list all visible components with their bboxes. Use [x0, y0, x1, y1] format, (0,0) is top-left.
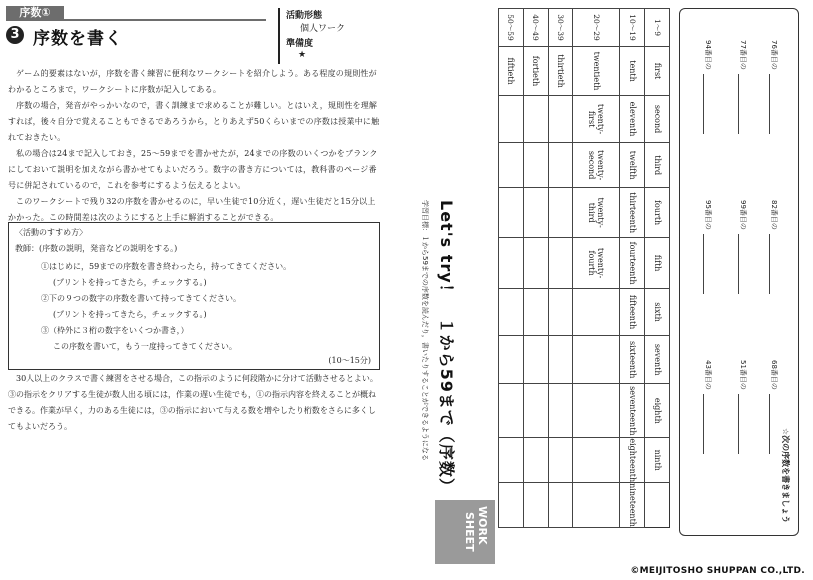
- table-row: [499, 9, 524, 528]
- table-row: [573, 9, 620, 528]
- worksheet-goal: 学習目標：１から59までの序数を読んだり，書いたりすることができるようになる: [421, 200, 429, 461]
- table-cell[interactable]: [499, 336, 524, 384]
- table-cell: fortieth: [523, 47, 548, 96]
- table-cell[interactable]: [548, 384, 573, 438]
- table-cell: ninth: [645, 438, 670, 483]
- table-cell: third: [645, 143, 670, 188]
- table-cell[interactable]: [523, 96, 548, 143]
- worksheet-title: Let's try！ １から59まで（序数）: [437, 200, 456, 495]
- prep-value: ★: [298, 50, 307, 60]
- activity-type-label: 活動形態: [286, 11, 323, 21]
- table-cell[interactable]: [548, 238, 573, 289]
- row-label: 20～29: [573, 9, 620, 47]
- table-cell[interactable]: [523, 143, 548, 188]
- activity-step3: ③（枠外に３桁の数字をいくつか書き，）: [41, 326, 189, 335]
- logo-text: SHEET: [463, 512, 476, 552]
- lesson-number: 3: [6, 26, 24, 44]
- row-label: 40～49: [523, 9, 548, 47]
- table-cell[interactable]: [499, 384, 524, 438]
- table-cell: fourth: [645, 188, 670, 238]
- table-cell[interactable]: [499, 96, 524, 143]
- table-cell[interactable]: [548, 96, 573, 143]
- row-label: 10～19: [620, 9, 645, 47]
- table-cell[interactable]: [499, 289, 524, 336]
- table-cell: twenty-second: [573, 143, 620, 188]
- table-cell: [573, 438, 620, 483]
- activity-teacher: 教師：(序数の説明，発音などの説明をする。): [15, 244, 178, 253]
- exercise-item[interactable]: [769, 360, 779, 454]
- table-cell: [573, 384, 620, 438]
- activity-type-value: 個人ワーク: [300, 24, 346, 34]
- exercise-label: 43番目の: [704, 360, 712, 390]
- table-cell: eighteenth: [620, 438, 645, 483]
- table-cell[interactable]: [499, 188, 524, 238]
- table-row: [620, 9, 645, 528]
- table-cell[interactable]: [523, 384, 548, 438]
- table-cell: twelfth: [620, 143, 645, 188]
- answer-line[interactable]: [738, 394, 739, 454]
- table-cell: twenty-fourth: [573, 238, 620, 289]
- exercise-label: 76番目の: [770, 40, 778, 70]
- activity-heading: 〈活動のすすめ方〉: [15, 228, 88, 237]
- exercise-label: 99番目の: [739, 200, 747, 230]
- activity-step1: ①はじめに，59までの序数を書き終わったら，持ってきてください。: [41, 262, 292, 271]
- answer-line[interactable]: [703, 74, 704, 134]
- table-cell[interactable]: [523, 289, 548, 336]
- exercise-label: 95番目の: [704, 200, 712, 230]
- table-cell: first: [645, 47, 670, 96]
- paragraph: 30人以上のクラスで書く練習をさせる場合，この指示のように何段階かに分けて活動させるとよい。③の指示をクリアする生徒が数人出る頃には，作業の遅い生徒でも，①の指示内容を終えることが概ねできる。作業が早く，力のある生徒には，③の指示において与える数を増やしたり桁数をさらに多くしてもよいだろう。: [8, 374, 378, 431]
- paragraph: 私の場合は24まで記入しておき，25～59までを書かせたが，24までの序数のいくつかをブランクにしておいて説明を加えながら書かせてもよいだろう。数字の書き方については，教科書のページ番号に併記されているので，これを参考にするよう伝えるとよい。: [8, 149, 378, 190]
- table-cell[interactable]: [523, 238, 548, 289]
- answer-line[interactable]: [769, 234, 770, 294]
- section-tag: 序数①: [6, 6, 64, 20]
- paragraph: 序数の場合，発音がやっかいなので，書く訓練まで求めることが難しい。とはいえ，規則性を理解すれば，後々自分で覚えることもできるであろうから，とりあえず50くらいまでの序数は授業中に触れておきたい。: [8, 101, 380, 142]
- exercise-label: 94番目の: [704, 40, 712, 70]
- exercise-item[interactable]: [738, 360, 748, 454]
- paragraph: ゲーム的要素はないが，序数を書く練習に便利なワークシートを紹介しよう。ある程度の規則性がわかるところまで，ワークシートに序数が記入してある。: [8, 69, 377, 94]
- table-row: [523, 9, 548, 528]
- table-cell[interactable]: [548, 336, 573, 384]
- table-cell: thirteenth: [620, 188, 645, 238]
- exercise-item[interactable]: [738, 200, 748, 294]
- exercise-item[interactable]: [769, 40, 779, 134]
- table-cell[interactable]: [499, 238, 524, 289]
- exercise-item[interactable]: [769, 200, 779, 294]
- logo-text: WORK: [476, 506, 489, 545]
- activity-step2-note: (プリントを持ってきたら，チェックする。): [53, 310, 207, 319]
- answer-line[interactable]: [769, 394, 770, 454]
- paragraph: このワークシートで残り32の序数を書かせるのに，早い生徒で10分近く，遅い生徒だと15分以上かかった。この時間差は次のようにすると上手に解消することができる。: [8, 197, 376, 222]
- activity-step3-cont: この序数を書いて，もう一度持ってきてください。: [53, 342, 237, 351]
- table-cell: [573, 289, 620, 336]
- table-cell: [573, 336, 620, 384]
- exercise-label: 51番目の: [739, 360, 747, 390]
- prep-label: 準備度: [286, 39, 314, 49]
- table-cell[interactable]: [548, 289, 573, 336]
- answer-line[interactable]: [738, 234, 739, 294]
- table-row: [645, 9, 670, 528]
- answer-line[interactable]: [738, 74, 739, 134]
- table-cell[interactable]: [548, 483, 573, 528]
- table-cell: fiftieth: [499, 47, 524, 96]
- exercise-item[interactable]: [703, 40, 713, 134]
- table-cell: sixth: [645, 289, 670, 336]
- answer-line[interactable]: [769, 74, 770, 134]
- table-cell[interactable]: [523, 336, 548, 384]
- table-cell[interactable]: [548, 143, 573, 188]
- table-cell: tenth: [620, 47, 645, 96]
- activity-step2: ②下の９つの数字の序数を書いて持ってきてください。: [41, 294, 241, 303]
- row-label: 50～59: [499, 9, 524, 47]
- exercise-label: 82番目の: [770, 200, 778, 230]
- table-cell: eleventh: [620, 96, 645, 143]
- row-label: 30～39: [548, 9, 573, 47]
- table-cell[interactable]: [499, 483, 524, 528]
- exercise-heading: ☆次の序数を書きましょう: [781, 428, 790, 524]
- table-cell: fifteenth: [620, 289, 645, 336]
- table-cell: seventeenth: [620, 384, 645, 438]
- table-cell[interactable]: [523, 438, 548, 483]
- answer-line[interactable]: [703, 394, 704, 454]
- table-cell: second: [645, 96, 670, 143]
- row-label: 1～9: [645, 9, 670, 47]
- copyright: ©MEIJITOSHO SHUPPAN CO.,LTD.: [630, 566, 805, 576]
- table-cell: eighth: [645, 384, 670, 438]
- answer-line[interactable]: [703, 234, 704, 294]
- table-cell: sixteenth: [620, 336, 645, 384]
- ordinal-table: [498, 8, 670, 528]
- table-cell[interactable]: [499, 438, 524, 483]
- table-cell: twenty-third: [573, 188, 620, 238]
- table-row: [548, 9, 573, 528]
- worksheet-logo: [435, 500, 495, 564]
- table-cell: twenty-first: [573, 96, 620, 143]
- exercise-item[interactable]: [703, 360, 713, 454]
- table-cell: twentieth: [573, 47, 620, 96]
- table-cell: [573, 483, 620, 528]
- exercise-item[interactable]: [738, 40, 748, 134]
- table-cell: nineteenth: [620, 483, 645, 528]
- activity-time: (10～15分): [328, 356, 371, 365]
- table-cell: seventh: [645, 336, 670, 384]
- exercise-label: 77番目の: [739, 40, 747, 70]
- table-cell[interactable]: [548, 438, 573, 483]
- lesson-title: 序数を書く: [33, 29, 123, 49]
- table-cell: fourteenth: [620, 238, 645, 289]
- table-cell[interactable]: [523, 188, 548, 238]
- table-cell: fifth: [645, 238, 670, 289]
- table-cell: thirtieth: [548, 47, 573, 96]
- table-cell[interactable]: [548, 188, 573, 238]
- table-cell[interactable]: [499, 143, 524, 188]
- exercise-item[interactable]: [703, 200, 713, 294]
- exercise-label: 68番目の: [770, 360, 778, 390]
- table-cell[interactable]: [523, 483, 548, 528]
- activity-step1-note: (プリントを持ってきたら，チェックする。): [53, 278, 207, 287]
